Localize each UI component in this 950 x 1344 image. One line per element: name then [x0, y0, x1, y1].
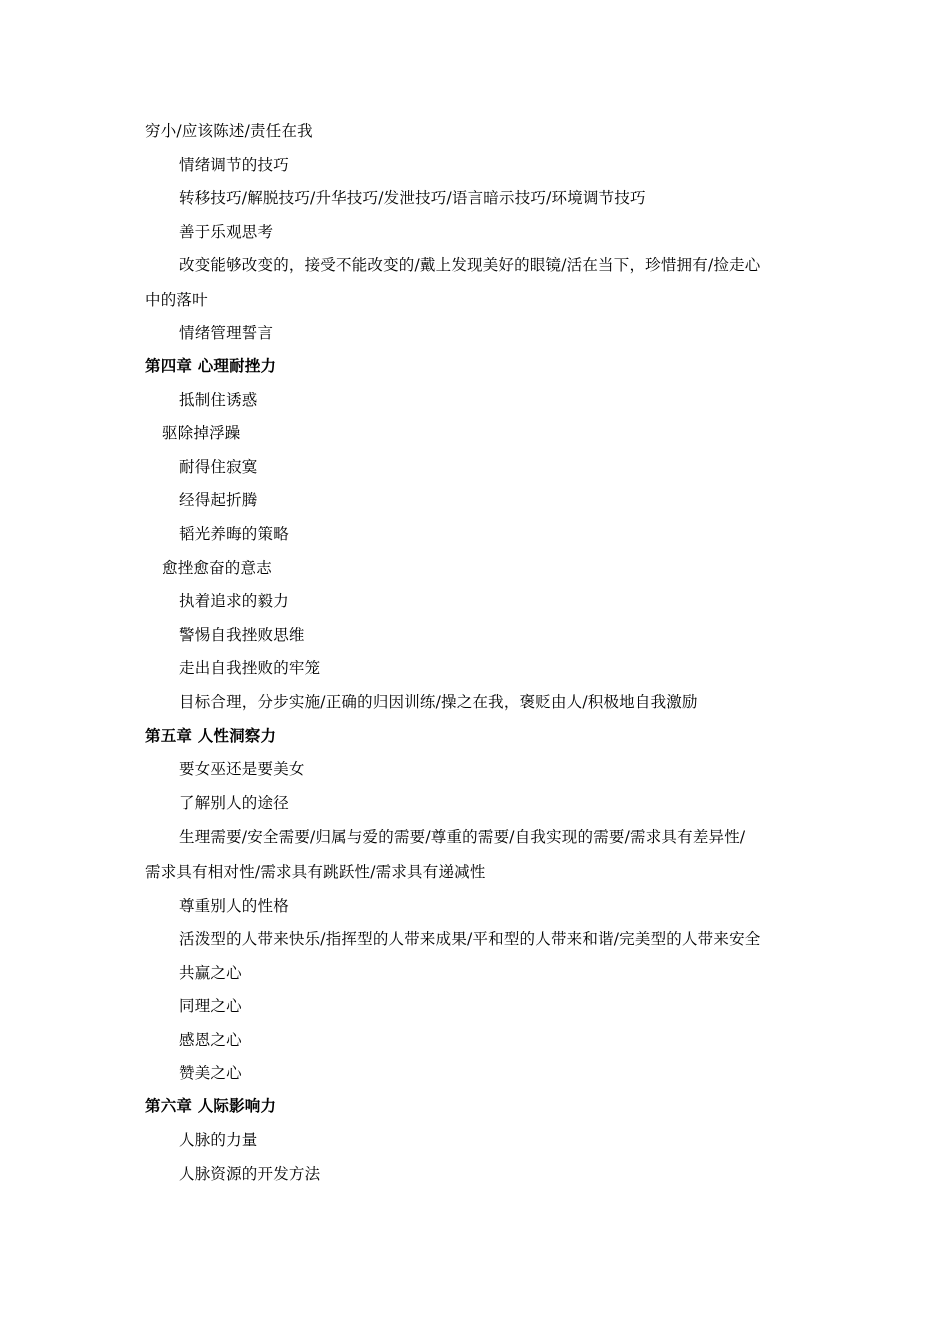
text-line: 生理需要/安全需要/归属与爱的需要/尊重的需要/自我实现的需要/需求具有差异性/	[179, 828, 746, 846]
text-line: 改变能够改变的，接受不能改变的/戴上发现美好的眼镜/活在当下，珍惜拥有/捡走心	[179, 256, 761, 274]
text-line: 驱除掉浮躁	[162, 424, 241, 442]
text-line: 中的落叶	[145, 291, 208, 309]
text-line: 执着追求的毅力	[179, 592, 289, 610]
text-line: 赞美之心	[179, 1064, 242, 1082]
chapter-heading: 第六章 人际影响力	[145, 1097, 277, 1115]
chapter-heading: 第五章 人性洞察力	[145, 727, 277, 745]
text-line: 活泼型的人带来快乐/指挥型的人带来成果/平和型的人带来和谐/完美型的人带来安全	[179, 930, 761, 948]
text-line: 善于乐观思考	[179, 223, 274, 241]
text-line: 转移技巧/解脱技巧/升华技巧/发泄技巧/语言暗示技巧/环境调节技巧	[179, 189, 646, 207]
text-line: 共赢之心	[179, 964, 242, 982]
text-line: 感恩之心	[179, 1031, 242, 1049]
text-line: 穷小/应该陈述/责任在我	[145, 122, 313, 140]
text-line: 要女巫还是要美女	[179, 760, 305, 778]
text-line: 走出自我挫败的牢笼	[179, 659, 321, 677]
chapter-heading: 第四章 心理耐挫力	[145, 357, 277, 375]
text-line: 了解别人的途径	[179, 794, 289, 812]
text-line: 经得起折腾	[179, 491, 258, 509]
text-line: 人脉资源的开发方法	[179, 1165, 321, 1183]
text-line: 愈挫愈奋的意志	[162, 559, 272, 577]
text-line: 韬光养晦的策略	[179, 525, 289, 543]
text-line: 尊重别人的性格	[179, 897, 289, 915]
text-line: 同理之心	[179, 997, 242, 1015]
text-line: 抵制住诱惑	[179, 391, 258, 409]
text-line: 耐得住寂寞	[179, 458, 258, 476]
text-line: 警惕自我挫败思维	[179, 626, 305, 644]
text-line: 目标合理，分步实施/正确的归因训练/操之在我，褒贬由人/积极地自我激励	[179, 693, 698, 711]
text-line: 情绪管理誓言	[179, 324, 274, 342]
text-line: 情绪调节的技巧	[179, 156, 289, 174]
text-line: 人脉的力量	[179, 1131, 258, 1149]
text-line: 需求具有相对性/需求具有跳跃性/需求具有递减性	[145, 863, 486, 881]
